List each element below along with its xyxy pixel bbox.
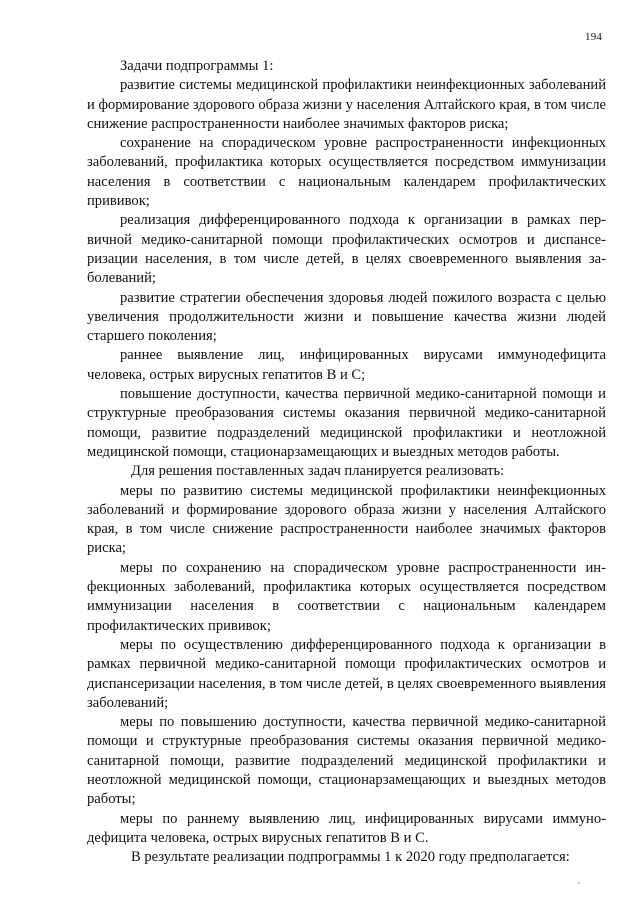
page-body xyxy=(87,57,606,867)
task-hiv-hepatitis-paragraph: раннее выявление лиц, инфицированных вирусами иммунодефицита человека, острых вирусных гепатитов В и С; xyxy=(87,347,606,383)
scan-dot xyxy=(578,882,580,884)
page-number: 194 xyxy=(585,31,603,43)
task-screening-paragraph: реализация дифференцированного подхода к организации в рамках первичной медико-санитарной помощи профилактических осмотров и диспансеризации населения, в том числе детей, в целях своевременного выявления заболеваний; xyxy=(87,212,606,287)
measures-intro-paragraph: Для решения поставленных задач планируется реализовать: xyxy=(131,463,505,480)
task-immunization-paragraph: сохранение на спорадическом уровне распространенности инфекционных заболеваний, профилактика которых осуществляется посредством иммунизации населения в соответствии с национальным календарем профилактических прививок; xyxy=(87,135,606,210)
subprogram-tasks-heading: Задачи подпрограммы 1: xyxy=(120,58,274,74)
measure-primary-care-paragraph: меры по повышению доступности, качества первичной медико-санитарной помощи и структурные преобразования системы оказания первичной медико-санитарной помощи, развитие подразделений медицинской профилактики и неотложной медицинской помощи, стационарзамещающих и выездных методов работы; xyxy=(87,714,606,808)
task-prevention-paragraph: развитие системы медицинской профилактики неинфекционных заболеваний и формирование здорового образа жизни у населения Алтайского края, в том числе снижение распространенности наиболее значимых факторов риска; xyxy=(87,77,606,132)
measure-immunization-paragraph: меры по сохранению на спорадическом уровне распространенности инфекционных заболеваний, профилактика которых осуществляется посредством иммунизации населения в соответствии с национальным календарем профилактических прививок; xyxy=(87,559,606,634)
expected-results-paragraph: В результате реализации подпрограммы 1 к 2020 году предполагается: xyxy=(131,849,570,866)
measure-screening-paragraph: меры по осуществлению дифференцированного подхода к организации в рамках первичной медико-санитарной помощи профилактических осмотров и диспансеризации населения, в том числе детей, в целях своевременного выявления заболеваний; xyxy=(87,636,606,711)
measure-hiv-hepatitis-paragraph: меры по раннему выявлению лиц, инфицированных вирусами иммунодефицита человека, острых вирусных гепатитов В и С. xyxy=(87,810,606,846)
task-elderly-health-paragraph: развитие стратегии обеспечения здоровья людей пожилого возраста с целью увеличения продолжительности жизни и повышение качества жизни людей старшего поколения; xyxy=(87,289,606,345)
task-primary-care-paragraph: повышение доступности, качества первичной медико-санитарной помощи и структурные преобразования системы оказания первичной медико-санитарной помощи, развитие подразделений медицинской профилактики и неотложной медицинской помощи, стационарзамещающих и выездных методов работы. xyxy=(87,386,606,460)
measure-prevention-paragraph: меры по развитию системы медицинской профилактики неинфекционных заболеваний и формирование здорового образа жизни у населения Алтайского края, в том числе снижение распространенности наиболее значимых факторов риска; xyxy=(87,482,606,557)
